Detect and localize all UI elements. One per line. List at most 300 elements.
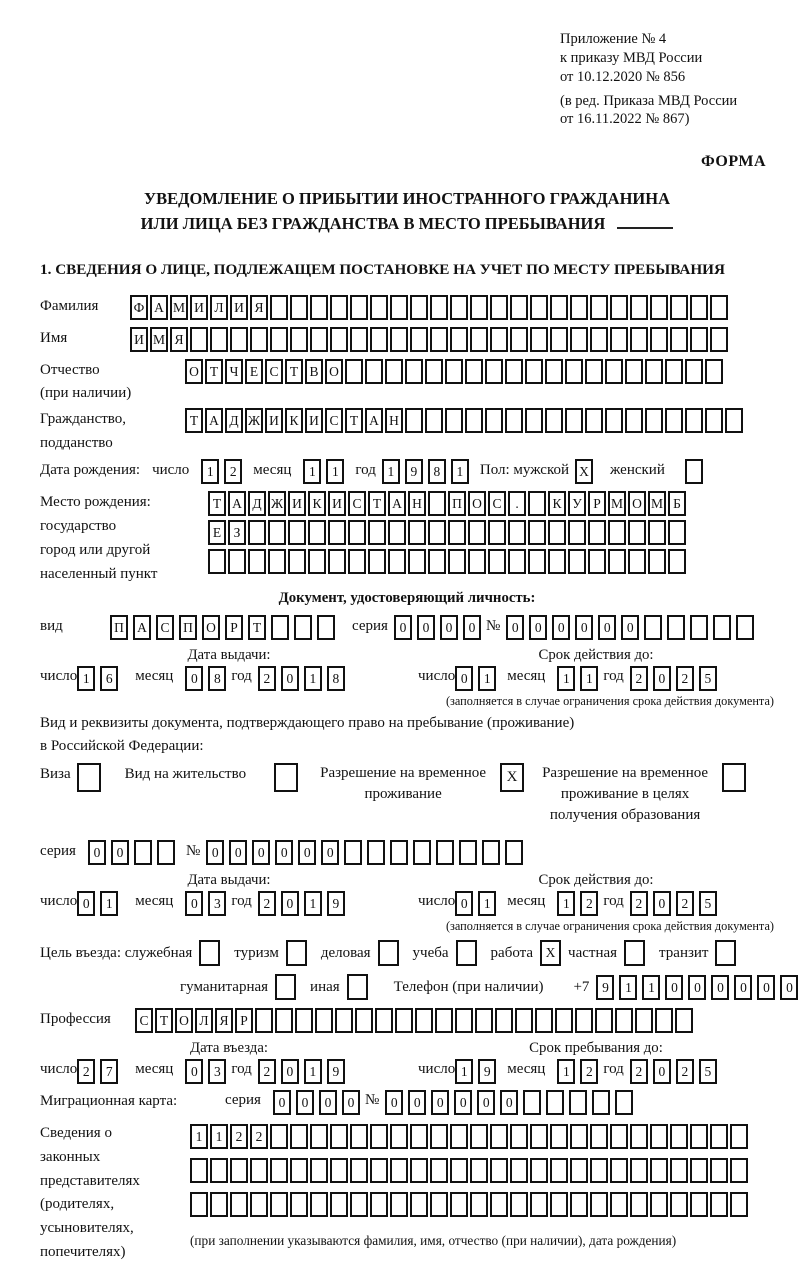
char-cell[interactable] xyxy=(270,1192,288,1217)
char-cell[interactable]: 2 xyxy=(630,1059,648,1084)
char-cell[interactable] xyxy=(408,549,426,574)
char-cell[interactable] xyxy=(570,327,588,352)
char-cell[interactable] xyxy=(388,520,406,545)
char-cell[interactable] xyxy=(710,1158,728,1183)
char-cell[interactable] xyxy=(190,1192,208,1217)
char-cell[interactable] xyxy=(190,1158,208,1183)
char-cell[interactable]: 0 xyxy=(275,840,293,865)
char-cell[interactable] xyxy=(630,1124,648,1149)
char-cell[interactable]: И xyxy=(230,295,248,320)
char-cell[interactable] xyxy=(570,1158,588,1183)
char-cell[interactable] xyxy=(350,327,368,352)
char-cell[interactable]: 5 xyxy=(699,891,717,916)
char-cell[interactable]: 0 xyxy=(454,1090,472,1115)
char-cell[interactable]: Е xyxy=(245,359,263,384)
char-cell[interactable] xyxy=(436,840,454,865)
char-cell[interactable]: 1 xyxy=(478,891,496,916)
char-cell[interactable] xyxy=(330,327,348,352)
char-cell[interactable]: 2 xyxy=(580,1059,598,1084)
char-cell[interactable] xyxy=(290,1158,308,1183)
char-cell[interactable]: З xyxy=(228,520,246,545)
char-cell[interactable] xyxy=(645,408,663,433)
char-cell[interactable]: Л xyxy=(195,1008,213,1033)
char-cell[interactable] xyxy=(488,520,506,545)
char-cell[interactable] xyxy=(645,359,663,384)
char-cell[interactable] xyxy=(670,327,688,352)
char-cell[interactable]: 0 xyxy=(506,615,524,640)
char-cell[interactable] xyxy=(710,1124,728,1149)
char-cell[interactable] xyxy=(650,1192,668,1217)
char-cell[interactable] xyxy=(710,1192,728,1217)
char-cell[interactable] xyxy=(650,1158,668,1183)
char-cell[interactable] xyxy=(310,295,328,320)
char-cell[interactable] xyxy=(250,1158,268,1183)
char-cell[interactable] xyxy=(410,1158,428,1183)
char-cell[interactable]: 1 xyxy=(304,891,322,916)
char-cell[interactable] xyxy=(628,520,646,545)
char-cell[interactable] xyxy=(590,295,608,320)
char-cell[interactable] xyxy=(250,1192,268,1217)
char-cell[interactable] xyxy=(630,1192,648,1217)
char-cell[interactable] xyxy=(710,295,728,320)
char-cell[interactable] xyxy=(445,359,463,384)
char-cell[interactable]: Т xyxy=(185,408,203,433)
char-cell[interactable] xyxy=(435,1008,453,1033)
char-cell[interactable] xyxy=(450,327,468,352)
char-cell[interactable] xyxy=(335,1008,353,1033)
char-cell[interactable] xyxy=(485,408,503,433)
char-cell[interactable] xyxy=(730,1124,748,1149)
char-cell[interactable] xyxy=(525,408,543,433)
char-cell[interactable]: А xyxy=(150,295,168,320)
char-cell[interactable]: 0 xyxy=(529,615,547,640)
char-cell[interactable]: 0 xyxy=(321,840,339,865)
char-cell[interactable] xyxy=(470,295,488,320)
char-cell[interactable]: Т xyxy=(208,491,226,516)
char-cell[interactable] xyxy=(410,295,428,320)
char-cell[interactable]: 0 xyxy=(185,666,203,691)
char-cell[interactable]: 0 xyxy=(281,666,299,691)
char-cell[interactable]: Л xyxy=(210,295,228,320)
char-cell[interactable]: С xyxy=(325,408,343,433)
char-cell[interactable]: 2 xyxy=(630,666,648,691)
char-cell[interactable]: Т xyxy=(155,1008,173,1033)
char-cell[interactable]: 0 xyxy=(298,840,316,865)
char-cell[interactable]: 9 xyxy=(327,891,345,916)
char-cell[interactable]: 0 xyxy=(342,1090,360,1115)
char-cell[interactable] xyxy=(459,840,477,865)
char-cell[interactable]: 2 xyxy=(230,1124,248,1149)
char-cell[interactable]: 0 xyxy=(229,840,247,865)
visa-checkbox[interactable] xyxy=(77,763,101,792)
char-cell[interactable] xyxy=(368,549,386,574)
char-cell[interactable]: 1 xyxy=(201,459,219,484)
char-cell[interactable] xyxy=(448,520,466,545)
char-cell[interactable] xyxy=(430,327,448,352)
char-cell[interactable] xyxy=(650,327,668,352)
char-cell[interactable] xyxy=(405,359,423,384)
char-cell[interactable]: 8 xyxy=(208,666,226,691)
char-cell[interactable]: О xyxy=(468,491,486,516)
char-cell[interactable] xyxy=(410,327,428,352)
char-cell[interactable]: Т xyxy=(285,359,303,384)
char-cell[interactable]: 0 xyxy=(206,840,224,865)
char-cell[interactable] xyxy=(690,1192,708,1217)
char-cell[interactable]: Д xyxy=(248,491,266,516)
char-cell[interactable] xyxy=(667,615,685,640)
char-cell[interactable] xyxy=(410,1192,428,1217)
char-cell[interactable]: 9 xyxy=(596,975,614,1000)
purpose-tourism-checkbox[interactable] xyxy=(286,940,307,966)
char-cell[interactable] xyxy=(385,359,403,384)
char-cell[interactable] xyxy=(308,520,326,545)
char-cell[interactable]: 1 xyxy=(557,891,575,916)
char-cell[interactable] xyxy=(365,359,383,384)
char-cell[interactable]: И xyxy=(305,408,323,433)
char-cell[interactable]: Я xyxy=(215,1008,233,1033)
char-cell[interactable]: 0 xyxy=(455,891,473,916)
char-cell[interactable] xyxy=(330,1158,348,1183)
char-cell[interactable] xyxy=(625,408,643,433)
char-cell[interactable]: 1 xyxy=(304,1059,322,1084)
char-cell[interactable] xyxy=(310,1192,328,1217)
char-cell[interactable] xyxy=(565,408,583,433)
char-cell[interactable]: 0 xyxy=(77,891,95,916)
char-cell[interactable] xyxy=(248,520,266,545)
char-cell[interactable]: Е xyxy=(208,520,226,545)
char-cell[interactable] xyxy=(448,549,466,574)
char-cell[interactable] xyxy=(344,840,362,865)
char-cell[interactable]: О xyxy=(202,615,220,640)
char-cell[interactable] xyxy=(268,549,286,574)
char-cell[interactable]: Т xyxy=(345,408,363,433)
char-cell[interactable] xyxy=(590,1158,608,1183)
char-cell[interactable] xyxy=(610,1192,628,1217)
char-cell[interactable] xyxy=(290,1124,308,1149)
char-cell[interactable] xyxy=(610,327,628,352)
char-cell[interactable] xyxy=(588,549,606,574)
char-cell[interactable] xyxy=(490,295,508,320)
char-cell[interactable]: С xyxy=(348,491,366,516)
char-cell[interactable]: О xyxy=(175,1008,193,1033)
char-cell[interactable] xyxy=(370,1158,388,1183)
char-cell[interactable] xyxy=(348,549,366,574)
char-cell[interactable] xyxy=(430,1158,448,1183)
char-cell[interactable] xyxy=(330,1124,348,1149)
char-cell[interactable]: 2 xyxy=(77,1059,95,1084)
char-cell[interactable]: 1 xyxy=(190,1124,208,1149)
char-cell[interactable] xyxy=(548,520,566,545)
char-cell[interactable] xyxy=(690,1124,708,1149)
char-cell[interactable]: 3 xyxy=(208,1059,226,1084)
char-cell[interactable]: П xyxy=(179,615,197,640)
char-cell[interactable] xyxy=(488,549,506,574)
char-cell[interactable] xyxy=(450,1192,468,1217)
char-cell[interactable]: Р xyxy=(588,491,606,516)
char-cell[interactable]: Р xyxy=(235,1008,253,1033)
char-cell[interactable] xyxy=(428,549,446,574)
char-cell[interactable]: 0 xyxy=(455,666,473,691)
char-cell[interactable]: 1 xyxy=(326,459,344,484)
char-cell[interactable]: О xyxy=(185,359,203,384)
char-cell[interactable]: 1 xyxy=(304,666,322,691)
char-cell[interactable] xyxy=(388,549,406,574)
char-cell[interactable] xyxy=(630,295,648,320)
char-cell[interactable] xyxy=(428,491,446,516)
char-cell[interactable]: С xyxy=(265,359,283,384)
char-cell[interactable] xyxy=(550,295,568,320)
char-cell[interactable]: И xyxy=(130,327,148,352)
residence-permit-checkbox[interactable] xyxy=(274,763,298,792)
char-cell[interactable] xyxy=(550,1158,568,1183)
char-cell[interactable]: 1 xyxy=(478,666,496,691)
char-cell[interactable]: О xyxy=(325,359,343,384)
char-cell[interactable]: 0 xyxy=(688,975,706,1000)
char-cell[interactable] xyxy=(450,295,468,320)
char-cell[interactable]: 1 xyxy=(382,459,400,484)
char-cell[interactable] xyxy=(390,1158,408,1183)
char-cell[interactable]: 0 xyxy=(463,615,481,640)
char-cell[interactable]: 1 xyxy=(100,891,118,916)
char-cell[interactable]: 6 xyxy=(100,666,118,691)
char-cell[interactable]: 0 xyxy=(385,1090,403,1115)
char-cell[interactable] xyxy=(310,327,328,352)
char-cell[interactable]: 2 xyxy=(224,459,242,484)
char-cell[interactable]: 9 xyxy=(405,459,423,484)
char-cell[interactable] xyxy=(730,1192,748,1217)
char-cell[interactable] xyxy=(510,1192,528,1217)
char-cell[interactable]: 0 xyxy=(431,1090,449,1115)
char-cell[interactable] xyxy=(665,408,683,433)
char-cell[interactable] xyxy=(530,1158,548,1183)
char-cell[interactable]: . xyxy=(508,491,526,516)
char-cell[interactable] xyxy=(294,615,312,640)
char-cell[interactable] xyxy=(482,840,500,865)
char-cell[interactable] xyxy=(690,1158,708,1183)
char-cell[interactable] xyxy=(568,549,586,574)
char-cell[interactable]: П xyxy=(448,491,466,516)
char-cell[interactable] xyxy=(530,1192,548,1217)
char-cell[interactable] xyxy=(648,520,666,545)
char-cell[interactable] xyxy=(530,295,548,320)
sex-male-checkbox[interactable] xyxy=(575,459,598,484)
char-cell[interactable]: Т xyxy=(368,491,386,516)
char-cell[interactable] xyxy=(415,1008,433,1033)
char-cell[interactable] xyxy=(545,359,563,384)
char-cell[interactable] xyxy=(510,295,528,320)
char-cell[interactable]: 0 xyxy=(575,615,593,640)
char-cell[interactable] xyxy=(550,327,568,352)
char-cell[interactable]: 0 xyxy=(711,975,729,1000)
char-cell[interactable] xyxy=(390,327,408,352)
char-cell[interactable] xyxy=(370,1124,388,1149)
char-cell[interactable] xyxy=(570,1192,588,1217)
char-cell[interactable] xyxy=(134,840,152,865)
char-cell[interactable] xyxy=(410,1124,428,1149)
char-cell[interactable]: 0 xyxy=(477,1090,495,1115)
char-cell[interactable] xyxy=(705,359,723,384)
char-cell[interactable]: 0 xyxy=(394,615,412,640)
char-cell[interactable] xyxy=(523,1090,541,1115)
char-cell[interactable]: А xyxy=(205,408,223,433)
char-cell[interactable]: П xyxy=(110,615,128,640)
char-cell[interactable]: Т xyxy=(205,359,223,384)
char-cell[interactable] xyxy=(569,1090,587,1115)
purpose-private-checkbox[interactable] xyxy=(624,940,645,966)
char-cell[interactable] xyxy=(210,327,228,352)
char-cell[interactable] xyxy=(713,615,731,640)
char-cell[interactable] xyxy=(705,408,723,433)
char-cell[interactable] xyxy=(345,359,363,384)
char-cell[interactable] xyxy=(455,1008,473,1033)
char-cell[interactable] xyxy=(670,1158,688,1183)
char-cell[interactable] xyxy=(430,1124,448,1149)
char-cell[interactable]: С xyxy=(488,491,506,516)
char-cell[interactable]: 1 xyxy=(303,459,321,484)
char-cell[interactable]: 0 xyxy=(319,1090,337,1115)
char-cell[interactable] xyxy=(590,1124,608,1149)
char-cell[interactable] xyxy=(485,359,503,384)
char-cell[interactable] xyxy=(330,1192,348,1217)
char-cell[interactable] xyxy=(430,295,448,320)
purpose-business-checkbox[interactable] xyxy=(378,940,399,966)
char-cell[interactable] xyxy=(445,408,463,433)
char-cell[interactable] xyxy=(570,1124,588,1149)
char-cell[interactable] xyxy=(530,1124,548,1149)
char-cell[interactable]: 0 xyxy=(296,1090,314,1115)
char-cell[interactable] xyxy=(288,520,306,545)
char-cell[interactable] xyxy=(275,1008,293,1033)
char-cell[interactable]: 0 xyxy=(185,891,203,916)
char-cell[interactable] xyxy=(470,1124,488,1149)
char-cell[interactable]: 0 xyxy=(653,891,671,916)
char-cell[interactable] xyxy=(525,359,543,384)
char-cell[interactable]: И xyxy=(265,408,283,433)
char-cell[interactable] xyxy=(655,1008,673,1033)
char-cell[interactable]: С xyxy=(156,615,174,640)
char-cell[interactable] xyxy=(317,615,335,640)
char-cell[interactable] xyxy=(248,549,266,574)
char-cell[interactable] xyxy=(630,1158,648,1183)
char-cell[interactable]: 9 xyxy=(327,1059,345,1084)
char-cell[interactable] xyxy=(210,1158,228,1183)
purpose-other-checkbox[interactable] xyxy=(347,974,368,1000)
char-cell[interactable]: 2 xyxy=(258,666,276,691)
char-cell[interactable] xyxy=(470,1192,488,1217)
char-cell[interactable] xyxy=(308,549,326,574)
char-cell[interactable] xyxy=(515,1008,533,1033)
char-cell[interactable]: А xyxy=(365,408,383,433)
char-cell[interactable] xyxy=(510,1158,528,1183)
char-cell[interactable]: 1 xyxy=(77,666,95,691)
char-cell[interactable] xyxy=(390,1192,408,1217)
char-cell[interactable]: 2 xyxy=(630,891,648,916)
char-cell[interactable] xyxy=(295,1008,313,1033)
char-cell[interactable] xyxy=(230,1192,248,1217)
char-cell[interactable] xyxy=(367,840,385,865)
char-cell[interactable] xyxy=(568,520,586,545)
char-cell[interactable]: С xyxy=(135,1008,153,1033)
char-cell[interactable] xyxy=(395,1008,413,1033)
temp-residence-edu-checkbox[interactable] xyxy=(722,763,746,792)
char-cell[interactable]: 5 xyxy=(699,1059,717,1084)
char-cell[interactable] xyxy=(690,327,708,352)
char-cell[interactable] xyxy=(585,408,603,433)
char-cell[interactable]: М xyxy=(648,491,666,516)
char-cell[interactable] xyxy=(690,295,708,320)
char-cell[interactable]: Ч xyxy=(225,359,243,384)
sex-female-checkbox[interactable] xyxy=(685,459,708,484)
char-cell[interactable] xyxy=(530,327,548,352)
char-cell[interactable]: 0 xyxy=(653,1059,671,1084)
char-cell[interactable]: 8 xyxy=(327,666,345,691)
char-cell[interactable]: 2 xyxy=(258,1059,276,1084)
char-cell[interactable] xyxy=(375,1008,393,1033)
char-cell[interactable] xyxy=(290,295,308,320)
char-cell[interactable] xyxy=(675,1008,693,1033)
char-cell[interactable] xyxy=(250,327,268,352)
char-cell[interactable]: 1 xyxy=(619,975,637,1000)
char-cell[interactable]: 0 xyxy=(417,615,435,640)
char-cell[interactable]: 0 xyxy=(252,840,270,865)
char-cell[interactable]: 2 xyxy=(250,1124,268,1149)
char-cell[interactable] xyxy=(425,408,443,433)
char-cell[interactable] xyxy=(535,1008,553,1033)
char-cell[interactable] xyxy=(495,1008,513,1033)
char-cell[interactable] xyxy=(505,840,523,865)
char-cell[interactable] xyxy=(610,1158,628,1183)
char-cell[interactable] xyxy=(208,549,226,574)
char-cell[interactable] xyxy=(710,327,728,352)
char-cell[interactable]: 0 xyxy=(281,891,299,916)
char-cell[interactable]: 8 xyxy=(428,459,446,484)
char-cell[interactable] xyxy=(405,408,423,433)
char-cell[interactable]: М xyxy=(170,295,188,320)
char-cell[interactable]: 1 xyxy=(210,1124,228,1149)
char-cell[interactable] xyxy=(210,1192,228,1217)
char-cell[interactable] xyxy=(350,1158,368,1183)
char-cell[interactable]: 7 xyxy=(100,1059,118,1084)
char-cell[interactable] xyxy=(310,1158,328,1183)
char-cell[interactable]: 0 xyxy=(780,975,798,1000)
char-cell[interactable] xyxy=(310,1124,328,1149)
char-cell[interactable] xyxy=(230,327,248,352)
char-cell[interactable] xyxy=(565,359,583,384)
char-cell[interactable]: Д xyxy=(225,408,243,433)
char-cell[interactable] xyxy=(290,327,308,352)
char-cell[interactable] xyxy=(470,1158,488,1183)
char-cell[interactable] xyxy=(508,549,526,574)
char-cell[interactable] xyxy=(510,327,528,352)
char-cell[interactable]: Ж xyxy=(245,408,263,433)
char-cell[interactable]: 2 xyxy=(676,666,694,691)
char-cell[interactable] xyxy=(465,408,483,433)
char-cell[interactable] xyxy=(550,1124,568,1149)
purpose-official-checkbox[interactable] xyxy=(199,940,220,966)
purpose-work-checkbox[interactable]: X xyxy=(540,940,561,966)
char-cell[interactable] xyxy=(528,520,546,545)
char-cell[interactable] xyxy=(490,327,508,352)
char-cell[interactable] xyxy=(630,327,648,352)
char-cell[interactable] xyxy=(690,615,708,640)
char-cell[interactable] xyxy=(585,359,603,384)
char-cell[interactable] xyxy=(555,1008,573,1033)
char-cell[interactable]: Т xyxy=(248,615,266,640)
char-cell[interactable]: 1 xyxy=(557,1059,575,1084)
char-cell[interactable]: Я xyxy=(170,327,188,352)
char-cell[interactable]: Б xyxy=(668,491,686,516)
char-cell[interactable] xyxy=(610,1124,628,1149)
